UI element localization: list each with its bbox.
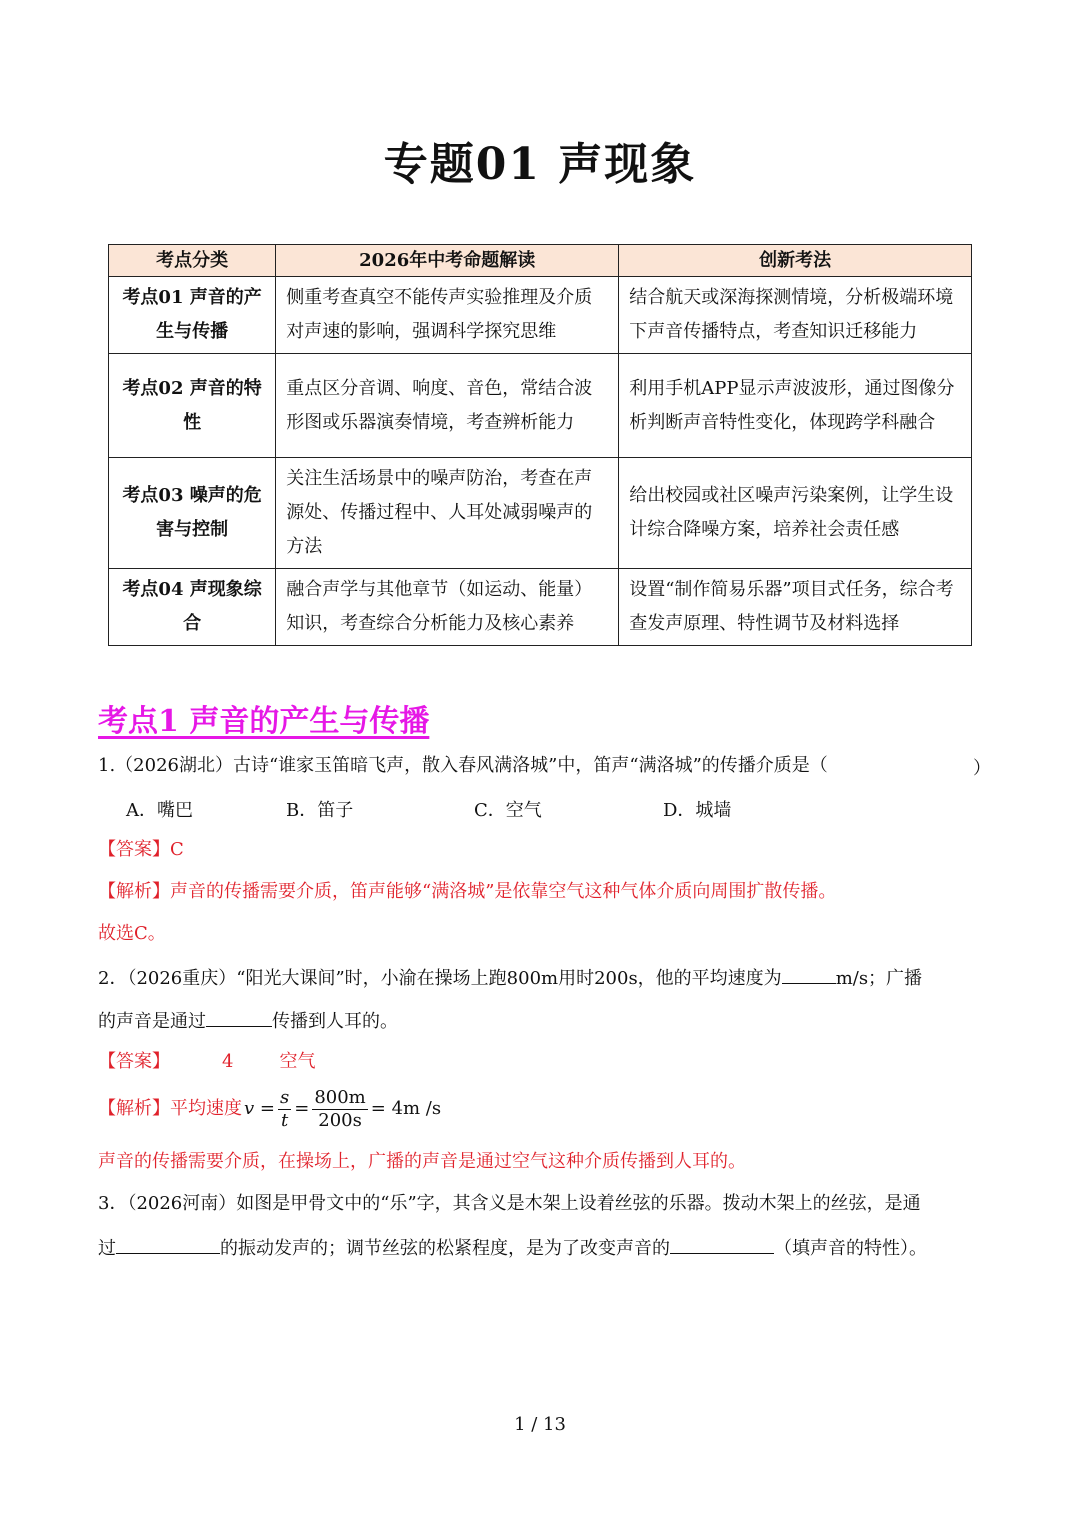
- q1-option-d: D．城墙: [663, 800, 732, 821]
- q1-option-a: A．嘴巴: [126, 800, 193, 821]
- table-cell-innovation: 利用手机APP显示声波波形，通过图像分析判断声音特性变化，体现跨学科融合: [619, 354, 972, 458]
- formula-v: v =: [244, 1098, 275, 1119]
- answer-label: 【答案】: [98, 1051, 170, 1072]
- fraction-numerator: s: [279, 1086, 290, 1108]
- table-cell-category: 考点01 声音的产生与传播: [109, 277, 276, 354]
- q1-paren-close: ）: [973, 758, 991, 779]
- table-cell-interpretation: 侧重考查真空不能传声实验推理及介质对声速的影响，强调科学探究思维: [276, 277, 619, 354]
- q2-stem-a: 2．（2026重庆）“阳光大课间”时，小渝在操场上跑800m用时200s，他的平均速度为: [98, 968, 782, 989]
- fraction-numerator: 800m: [314, 1086, 366, 1108]
- answer-label: 【答案】: [98, 839, 170, 860]
- answer-blank: [782, 965, 836, 984]
- table-row: [109, 354, 972, 458]
- analysis-text: 声音的传播需要介质，笛声能够“满洛城”是依靠空气这种气体介质向周围扩散传播。: [170, 881, 837, 902]
- table-cell-interpretation: 融合声学与其他章节（如运动、能量）知识，考查综合分析能力及核心素养: [276, 569, 619, 646]
- q3-stem-line2: [98, 1235, 927, 1261]
- table-cell-interpretation: 重点区分音调、响度、音色，常结合波形图或乐器演奏情境，考查辨析能力: [276, 354, 619, 458]
- q1-option-c: C．空气: [474, 800, 542, 821]
- analysis-prefix: 平均速度: [170, 1098, 242, 1119]
- page-number: 1 / 13: [514, 1414, 566, 1435]
- formula-result: = 4m /s: [370, 1098, 442, 1119]
- document-title: 专题01 声现象: [383, 139, 697, 190]
- table-header-cell: 创新考法: [619, 245, 972, 277]
- fraction-denominator: 200s: [318, 1109, 362, 1131]
- q2-analysis-2: 声音的传播需要介质，在操场上，广播的声音是通过空气这种介质传播到人耳的。: [98, 1151, 746, 1172]
- table-cell-category: 考点02 声音的特性: [109, 354, 276, 458]
- table-row: [109, 458, 972, 569]
- q3-stem-d: （填声音的特性）。: [774, 1238, 927, 1259]
- q1-stem: 1.（2026湖北）古诗“谁家玉笛暗飞声，散入春风满洛城”中，笛声“满洛城”的传播介质是（: [98, 755, 828, 776]
- table-cell-innovation: 结合航天或深海探测情境，分析极端环境下声音传播特点，考查知识迁移能力: [619, 277, 972, 354]
- table-cell-innovation: 设置“制作简易乐器”项目式任务，综合考查发声原理、特性调节及材料选择: [619, 569, 972, 646]
- q2-stem-d: 传播到人耳的。: [272, 1011, 398, 1032]
- answer-blank: [670, 1235, 774, 1254]
- q3-stem-b: 过: [98, 1238, 116, 1259]
- q1-analysis: [98, 880, 836, 904]
- q2-answer: [98, 1050, 315, 1074]
- formula-fraction-st: [278, 1087, 291, 1132]
- table-cell-innovation: 给出校园或社区噪声污染案例，让学生设计综合降噪方案，培养社会责任感: [619, 458, 972, 569]
- answer-value: C: [170, 839, 184, 860]
- formula-fraction-values: [312, 1087, 367, 1132]
- table-cell-interpretation: 关注生活场景中的噪声防治，考查在声源处、传播过程中、人耳处减弱噪声的方法: [276, 458, 619, 569]
- table-header-row: [109, 245, 972, 277]
- analysis-label: 【解析】: [98, 1098, 170, 1119]
- table-header-cell: 考点分类: [109, 245, 276, 277]
- q2-analysis: [98, 1086, 441, 1132]
- table-header-cell: 2026年中考命题解读: [276, 245, 619, 277]
- table-row: [109, 277, 972, 354]
- answer-blank: [116, 1235, 220, 1254]
- q1-answer: [98, 838, 184, 862]
- table-cell-category: 考点03 噪声的危害与控制: [109, 458, 276, 569]
- section-heading: 考点1 声音的产生与传播: [98, 704, 430, 739]
- answer-blank: [206, 1008, 272, 1027]
- overview-table: [108, 244, 972, 646]
- table-row: [109, 569, 972, 646]
- q1-option-b: B．笛子: [286, 800, 354, 821]
- q2-stem-line1: [98, 965, 922, 991]
- formula-equals: =: [294, 1098, 310, 1119]
- q3-stem-a: 3．（2026河南）如图是甲骨文中的“乐”字，其含义是木架上设着丝弦的乐器。拨动木架上的丝弦，是通: [98, 1193, 921, 1214]
- q1-conclusion: 故选C。: [98, 923, 166, 944]
- q2-stem-c: 的声音是通过: [98, 1011, 206, 1032]
- fraction-denominator: t: [280, 1109, 289, 1131]
- answer-value-1: 4: [222, 1051, 234, 1072]
- q3-stem-c: 的振动发声的；调节丝弦的松紧程度，是为了改变声音的: [220, 1238, 670, 1259]
- analysis-label: 【解析】: [98, 881, 170, 902]
- table-cell-category: 考点04 声现象综合: [109, 569, 276, 646]
- q2-stem-line2: [98, 1008, 398, 1034]
- q2-stem-b: m/s；广播: [835, 968, 923, 989]
- answer-value-2: 空气: [279, 1051, 316, 1072]
